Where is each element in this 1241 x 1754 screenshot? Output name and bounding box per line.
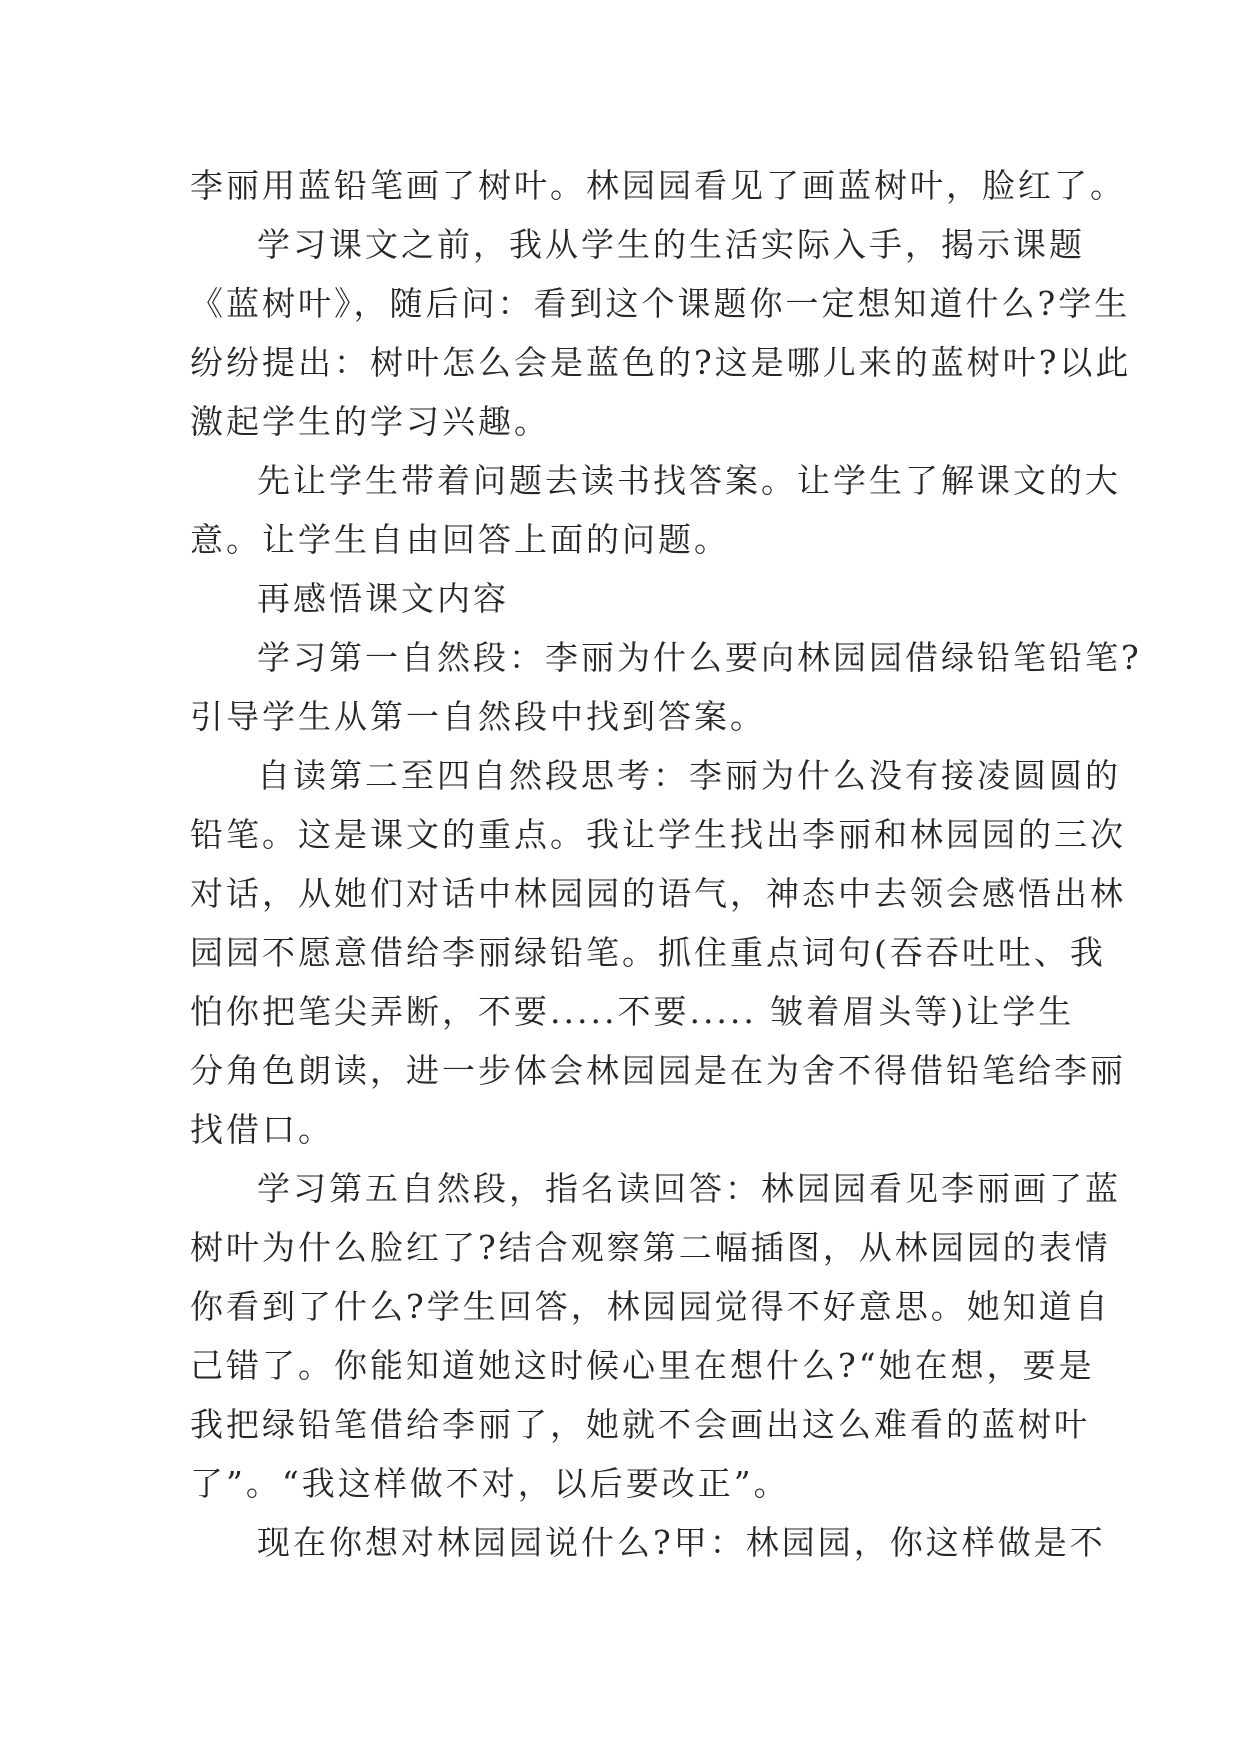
text-line: 己错了。你能知道她这时候心里在想什么?“她在想，要是 <box>190 1346 1095 1385</box>
text-line: 李丽用蓝铅笔画了树叶。林园园看见了画蓝树叶，脸红了。 <box>190 166 1126 205</box>
text-line: 学习课文之前，我从学生的生活实际入手，揭示课题 <box>257 225 1085 264</box>
text-line: 先让学生带着问题去读书找答案。让学生了解课文的大 <box>257 461 1121 500</box>
text-line: 找借口。 <box>190 1110 334 1149</box>
text-line: 对话，从她们对话中林园园的语气，神态中去领会感悟出林 <box>190 874 1126 913</box>
text-line: 《蓝树叶》，随后问：看到这个课题你一定想知道什么?学生 <box>190 284 1131 323</box>
text-line: 铅笔。这是课文的重点。我让学生找出李丽和林园园的三次 <box>190 815 1126 854</box>
text-line: 现在你想对林园园说什么?甲：林园园，你这样做是不 <box>257 1523 1106 1562</box>
text-line: 激起学生的学习兴趣。 <box>190 402 550 441</box>
text-line: 纷纷提出：树叶怎么会是蓝色的?这是哪儿来的蓝树叶?以此 <box>190 343 1132 382</box>
text-line: 分角色朗读，进一步体会林园园是在为舍不得借铅笔给李丽 <box>190 1051 1126 1090</box>
text-line: 再感悟课文内容 <box>257 579 509 618</box>
text-line: 意。让学生自由回答上面的问题。 <box>190 520 730 559</box>
text-line: 了”。“我这样做不对，以后要改正”。 <box>190 1464 790 1503</box>
text-line: 学习第一自然段：李丽为什么要向林园园借绿铅笔铅笔? <box>257 638 1142 677</box>
text-line: 自读第二至四自然段思考：李丽为什么没有接凌圆圆的 <box>257 756 1121 795</box>
text-line: 你看到了什么?学生回答，林园园觉得不好意思。她知道自 <box>190 1287 1111 1326</box>
text-line: 引导学生从第一自然段中找到答案。 <box>190 697 766 736</box>
text-line: 学习第五自然段，指名读回答：林园园看见李丽画了蓝 <box>257 1169 1121 1208</box>
text-line: 怕你把笔尖弄断，不要.....不要..... 皱着眉头等)让学生 <box>190 992 1075 1031</box>
text-line: 我把绿铅笔借给李丽了，她就不会画出这么难看的蓝树叶 <box>190 1405 1090 1444</box>
text-line: 园园不愿意借给李丽绿铅笔。抓住重点词句(吞吞吐吐、我 <box>190 933 1106 972</box>
text-line: 树叶为什么脸红了?结合观察第二幅插图，从林园园的表情 <box>190 1228 1111 1267</box>
